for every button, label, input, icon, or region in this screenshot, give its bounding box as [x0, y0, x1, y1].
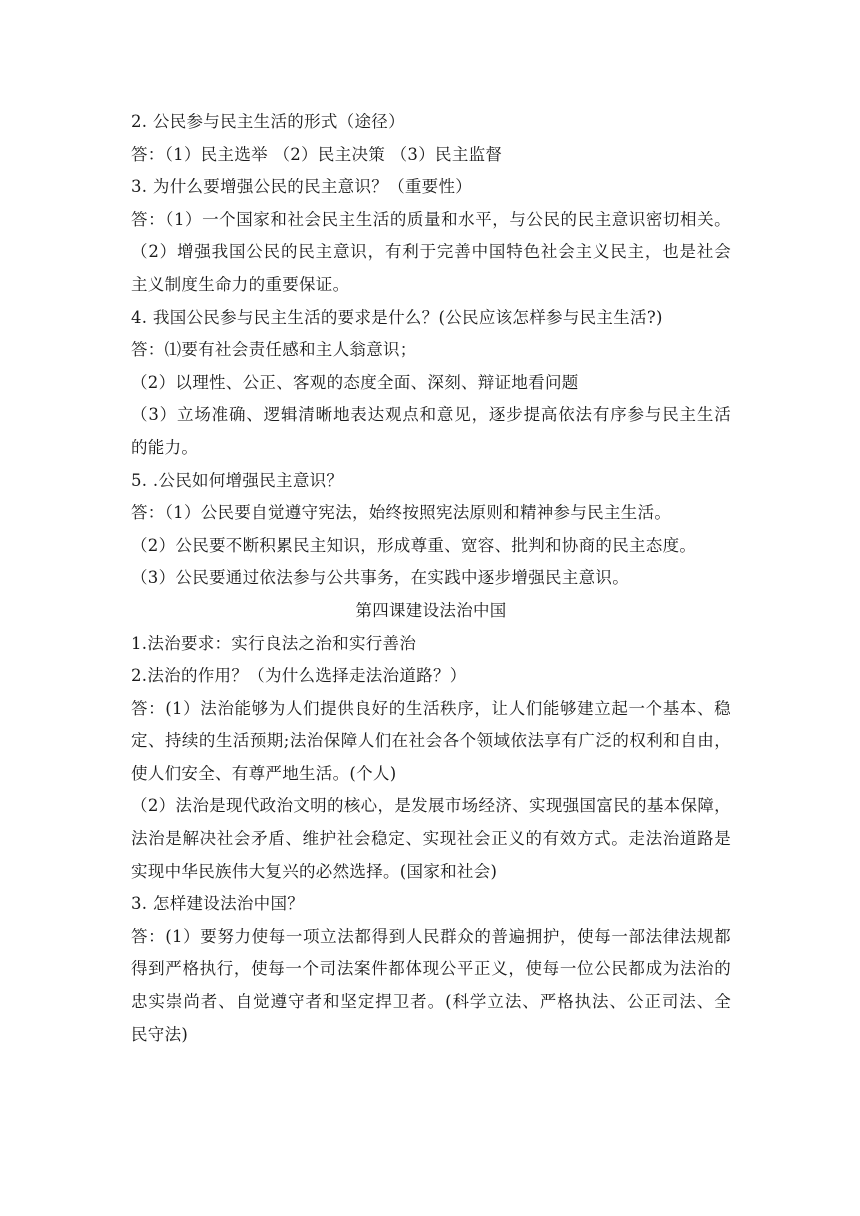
answer-q3-line-2: （2）增强我国公民的民主意识，有利于完善中国特色社会主义民主，也是社会 — [131, 242, 731, 262]
heading-q3: 3. 为什么要增强公民的民主意识？（重要性） — [131, 177, 473, 197]
answer-rule-of-law-3-line-1: 答：(1）要努力使每一项立法都得到人民群众的普遍拥护，使每一部法律法规都 — [131, 926, 731, 946]
answer-q3-line-1: 答：（1）一个国家和社会民主生活的质量和水平，与公民的民主意识密切相关。 — [131, 209, 731, 229]
answer-q2: 答：（1）民主选举 （2）民主决策 （3）民主监督 — [131, 144, 503, 164]
answer-q4-line-3: （3）立场准确、逻辑清晰地表达观点和意见，逐步提高依法有序参与民主生活 — [131, 405, 731, 425]
answer-q5-line-1: 答：（1）公民要自觉遵守宪法，始终按照宪法原则和精神参与民主生活。 — [131, 503, 672, 523]
answer-q4-line-4: 的能力。 — [131, 437, 199, 457]
heading-q5: 5. .公民如何增强民主意识？ — [131, 470, 344, 490]
answer-rule-of-law-3-line-3: 忠实崇尚者、自觉遵守者和坚定捍卫者。(科学立法、严格执法、公正司法、全 — [131, 992, 731, 1012]
heading-q2: 2. 公民参与民主生活的形式（途径） — [131, 112, 405, 131]
answer-rule-of-law-3-line-4: 民守法) — [131, 1024, 189, 1044]
answer-rule-of-law-2-line-3: 使人们安全、有尊严地生活。(个人) — [131, 763, 397, 783]
answer-rule-of-law-2-line-1: 答：(1）法治能够为人们提供良好的生活秩序，让人们能够建立起一个基本、稳 — [131, 698, 731, 718]
answer-q3-line-3: 主义制度生命力的重要保证。 — [131, 274, 350, 294]
answer-q5-line-3: （3）公民要通过依法参与公共事务，在实践中逐步增强民主意识。 — [131, 568, 629, 588]
answer-rule-of-law-2-line-4: （2）法治是现代政治文明的核心，是发展市场经济、实现强国富民的基本保障， — [131, 796, 731, 816]
answer-q5-line-2: （2）公民要不断积累民主知识，形成尊重、宽容、批判和协商的民主态度。 — [131, 535, 697, 555]
heading-rule-of-law-3: 3. 怎样建设法治中国？ — [131, 894, 305, 914]
heading-rule-of-law-2: 2.法治的作用？（为什么选择走法治道路？） — [131, 666, 467, 686]
answer-rule-of-law-2-line-2: 定、持续的生活预期;法治保障人们在社会各个领域依法享有广泛的权利和自由， — [131, 731, 731, 751]
document-page — [131, 106, 731, 1051]
answer-rule-of-law-2-line-6: 实现中华民族伟大复兴的必然选择。(国家和社会) — [131, 861, 498, 881]
lesson-title: 第四课建设法治中国 — [355, 600, 507, 620]
answer-rule-of-law-2-line-5: 法治是解决社会矛盾、维护社会稳定、实现社会正义的有效方式。走法治道路是 — [131, 829, 731, 849]
heading-rule-of-law-1: 1.法治要求：实行良法之治和实行善治 — [131, 633, 417, 653]
answer-q4-line-1: 答：⑴要有社会责任感和主人翁意识； — [131, 340, 417, 360]
answer-rule-of-law-3-line-2: 得到严格执行，使每一个司法案件都体现公平正义，使每一位公民都成为法治的 — [131, 959, 731, 979]
answer-q4-line-2: （2）以理性、公正、客观的态度全面、深刻、辩证地看问题 — [131, 372, 579, 392]
heading-q4: 4. 我国公民参与民主生活的要求是什么？(公民应该怎样参与民主生活?) — [131, 307, 663, 327]
